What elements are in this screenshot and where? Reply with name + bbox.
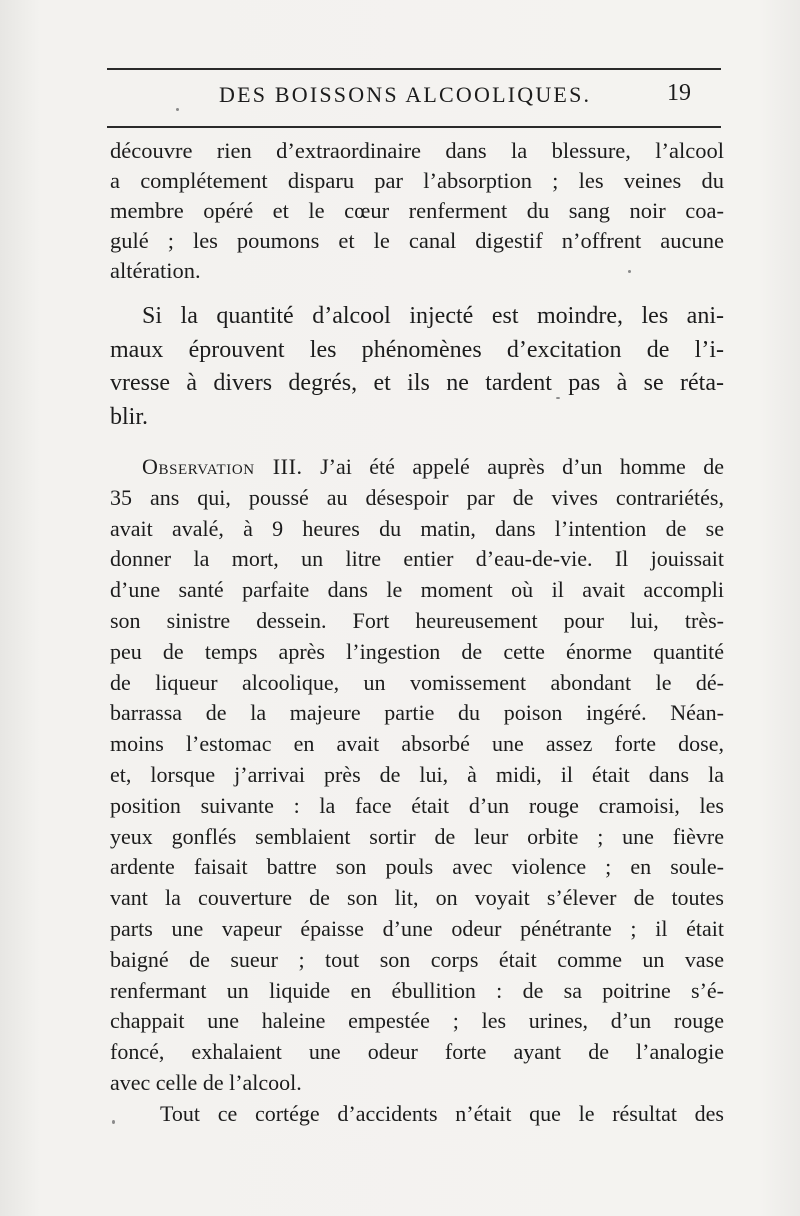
- text-line: chappait une haleine empestée ; les urines, d’un rouge: [110, 1008, 724, 1034]
- text-line: ardente faisait battre son pouls avec violence ; en soule-: [110, 854, 724, 880]
- text-line: moins l’estomac en avait absorbé une assez forte dose,: [110, 731, 724, 757]
- text-line: renfermant un liquide en ébullition : de sa poitrine s’é-: [110, 977, 724, 1003]
- print-speck: [176, 108, 179, 111]
- text-line: découvre rien d’extraordinaire dans la blessure, l’alcool: [110, 138, 724, 163]
- print-speck: [556, 397, 560, 399]
- text-line: avait avalé, à 9 heures du matin, dans l’intention de se: [110, 515, 724, 541]
- body-text: [110, 136, 724, 1130]
- text-line: de liqueur alcoolique, un vomissement abondant le dé-: [110, 669, 724, 695]
- observation-first-line: J’ai été appelé auprès d’un homme de: [320, 454, 725, 479]
- print-speck: [112, 1120, 115, 1124]
- paragraph-continuation: [110, 136, 724, 286]
- paragraph-observation: [110, 452, 724, 1099]
- text-line: d’une santé parfaite dans le moment où il avait accompli: [110, 577, 724, 603]
- text-line: donner la mort, un litre entier d’eau-de-vie. Il jouissait: [110, 546, 724, 572]
- observation-label: Observation III.: [142, 454, 303, 479]
- text-line: blir.: [110, 403, 149, 430]
- text-line: yeux gonflés semblaient sortir de leur orbite ; une fièvre: [110, 823, 724, 849]
- text-line: et, lorsque j’arrivai près de lui, à midi, il était dans la: [110, 761, 724, 787]
- text-line: maux éprouvent les phénomènes d’excitation de l’i-: [110, 336, 724, 363]
- text-line: Tout ce cortége d’accidents n’était que le résultat des: [160, 1100, 724, 1126]
- paragraph-conclusion: [110, 1099, 724, 1130]
- text-line: position suivante : la face était d’un rouge cramoisi, les: [110, 792, 724, 818]
- text-line: Si la quantité d’alcool injecté est moindre, les ani-: [142, 303, 724, 329]
- text-line: vresse à divers degrés, et ils ne tardent pas à se réta-: [110, 370, 724, 396]
- text-line: parts une vapeur épaisse d’une odeur pénétrante ; il était: [110, 915, 724, 941]
- running-title: DES BOISSONS ALCOOLIQUES.: [219, 82, 592, 107]
- header-rule-bottom: [107, 126, 721, 128]
- text-line: membre opéré et le cœur renferment du sang noir coa-: [110, 198, 724, 223]
- text-line: avec celle de l’alcool.: [110, 1069, 302, 1095]
- text-line: barrassa de la majeure partie du poison ingéré. Néan-: [110, 700, 724, 726]
- running-head: [107, 80, 721, 114]
- text-line: baigné de sueur ; tout son corps était comme un vase: [110, 946, 724, 972]
- page-number: 19: [667, 80, 691, 106]
- text-line: son sinistre dessein. Fort heureusement pour lui, très-: [110, 607, 724, 633]
- text-line: 35 ans qui, poussé au désespoir par de vives contrariétés,: [110, 484, 724, 510]
- text-line: altération.: [110, 258, 201, 283]
- text-line: vant la couverture de son lit, on voyait s’élever de toutes: [110, 885, 724, 911]
- header-rule-top: [107, 68, 721, 70]
- text-line: peu de temps après l’ingestion de cette énorme quantité: [110, 638, 724, 664]
- print-speck: [628, 270, 631, 273]
- text-line: a complétement disparu par l’absorption ; les veines du: [110, 168, 724, 193]
- text-line: foncé, exhalaient une odeur forte ayant de l’analogie: [110, 1039, 724, 1065]
- paragraph-alcohol-quantity: [110, 300, 724, 434]
- text-line: gulé ; les poumons et le canal digestif n’offrent aucune: [110, 228, 724, 253]
- text-line: [110, 452, 724, 483]
